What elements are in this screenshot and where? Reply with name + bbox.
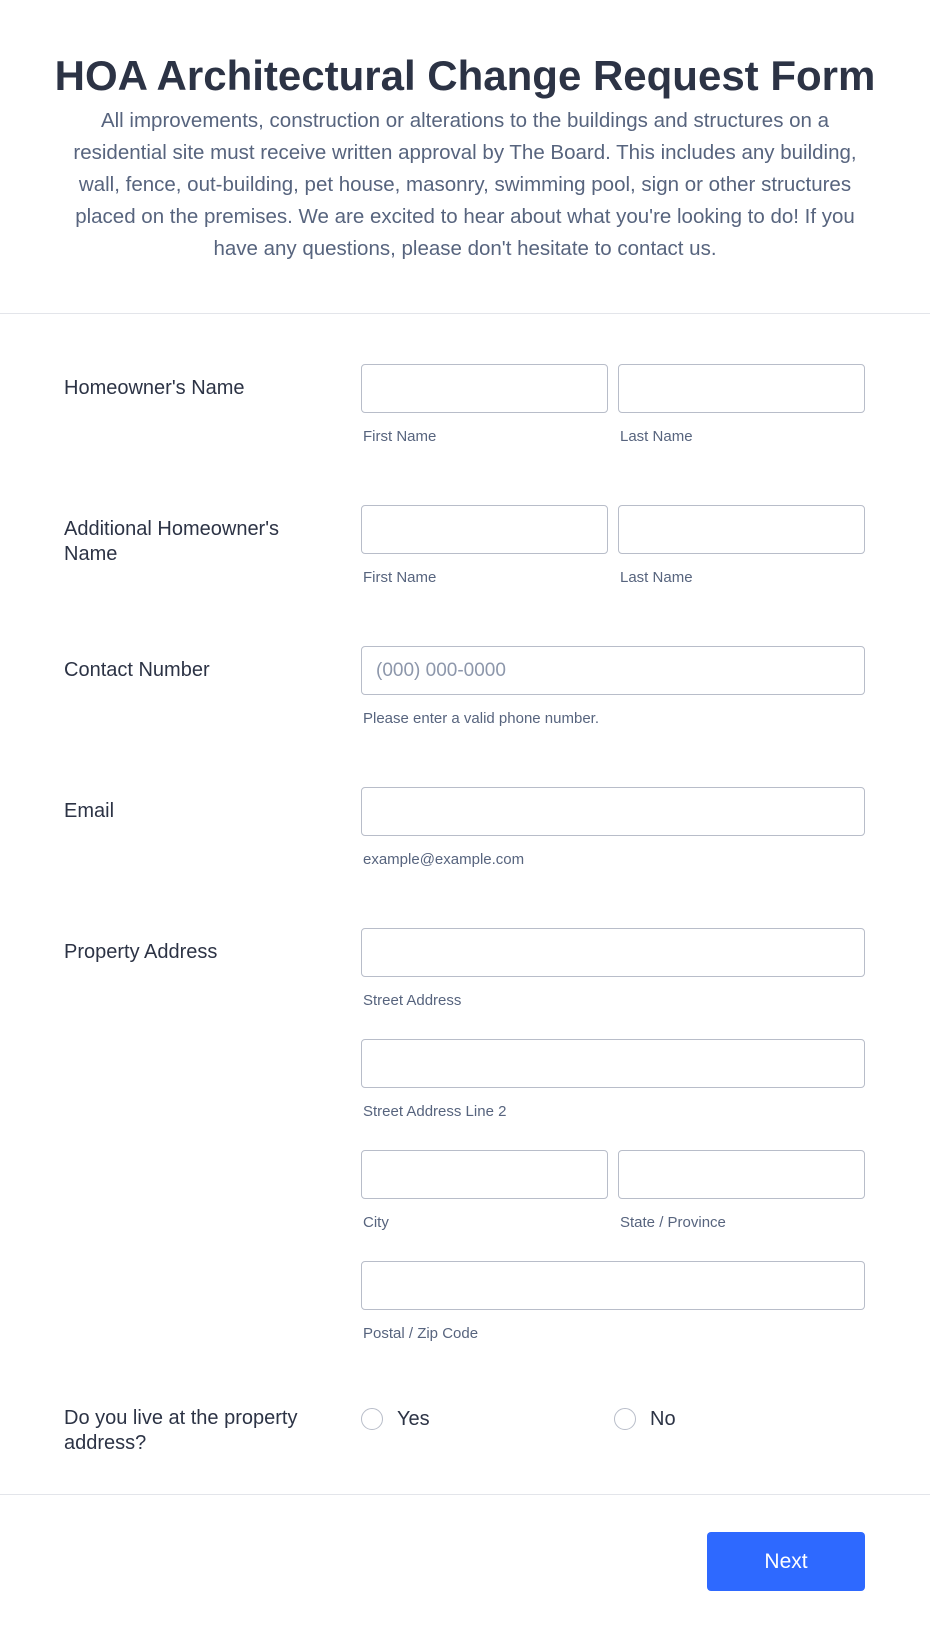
homeowner-first-name-sublabel: First Name — [363, 428, 437, 445]
email-sublabel: example@example.com — [363, 851, 525, 868]
radio-yes-label: Yes — [397, 1407, 430, 1430]
street-address-input[interactable] — [361, 928, 865, 977]
form-title: HOA Architectural Change Request Form — [54, 52, 876, 99]
radio-no-circle[interactable] — [614, 1408, 636, 1430]
email-input[interactable] — [361, 787, 865, 836]
property-address-label: Property Address — [64, 941, 218, 963]
radio-no-label: No — [650, 1407, 676, 1430]
email-label: Email — [64, 800, 115, 822]
city-input[interactable] — [361, 1150, 608, 1199]
additional-homeowner-name-label: Additional Homeowner's Name — [64, 518, 280, 565]
city-sublabel: City — [363, 1214, 389, 1231]
homeowner-name-label: Homeowner's Name — [64, 377, 245, 399]
street-address-line2-input[interactable] — [361, 1039, 865, 1088]
street-address-line2-sublabel: Street Address Line 2 — [363, 1103, 507, 1120]
form-header — [0, 0, 930, 314]
street-address-sublabel: Street Address — [363, 992, 462, 1009]
radio-option-yes[interactable] — [361, 1404, 430, 1434]
footer-divider — [0, 1494, 930, 1495]
state-province-input[interactable] — [618, 1150, 865, 1199]
live-at-property-label: Do you live at the property address? — [64, 1407, 298, 1454]
homeowner-last-name-input[interactable] — [618, 364, 865, 413]
postal-zip-sublabel: Postal / Zip Code — [363, 1325, 479, 1342]
next-button[interactable]: Next — [707, 1532, 865, 1591]
contact-number-input[interactable] — [361, 646, 865, 695]
homeowner-first-name-input[interactable] — [361, 364, 608, 413]
additional-first-name-input[interactable] — [361, 505, 608, 554]
additional-last-name-sublabel: Last Name — [620, 569, 693, 586]
radio-option-no[interactable] — [614, 1404, 676, 1434]
additional-last-name-input[interactable] — [618, 505, 865, 554]
form-description: All improvements, construction or alterations to the buildings and structures on a residential site must receive written approval by The Board. This includes any building, wall, fence, out-building, pet house, masonry, swimming pool, sign or other structures placed on the premises. We are excited to hear about what you're looking to do! If you have any questions, please don't hesitate to contact us. — [73, 109, 857, 260]
radio-yes-circle[interactable] — [361, 1408, 383, 1430]
contact-number-sublabel: Please enter a valid phone number. — [363, 710, 599, 727]
contact-number-label: Contact Number — [64, 659, 210, 681]
state-province-sublabel: State / Province — [620, 1214, 726, 1231]
additional-first-name-sublabel: First Name — [363, 569, 437, 586]
homeowner-last-name-sublabel: Last Name — [620, 428, 693, 445]
postal-zip-input[interactable] — [361, 1261, 865, 1310]
